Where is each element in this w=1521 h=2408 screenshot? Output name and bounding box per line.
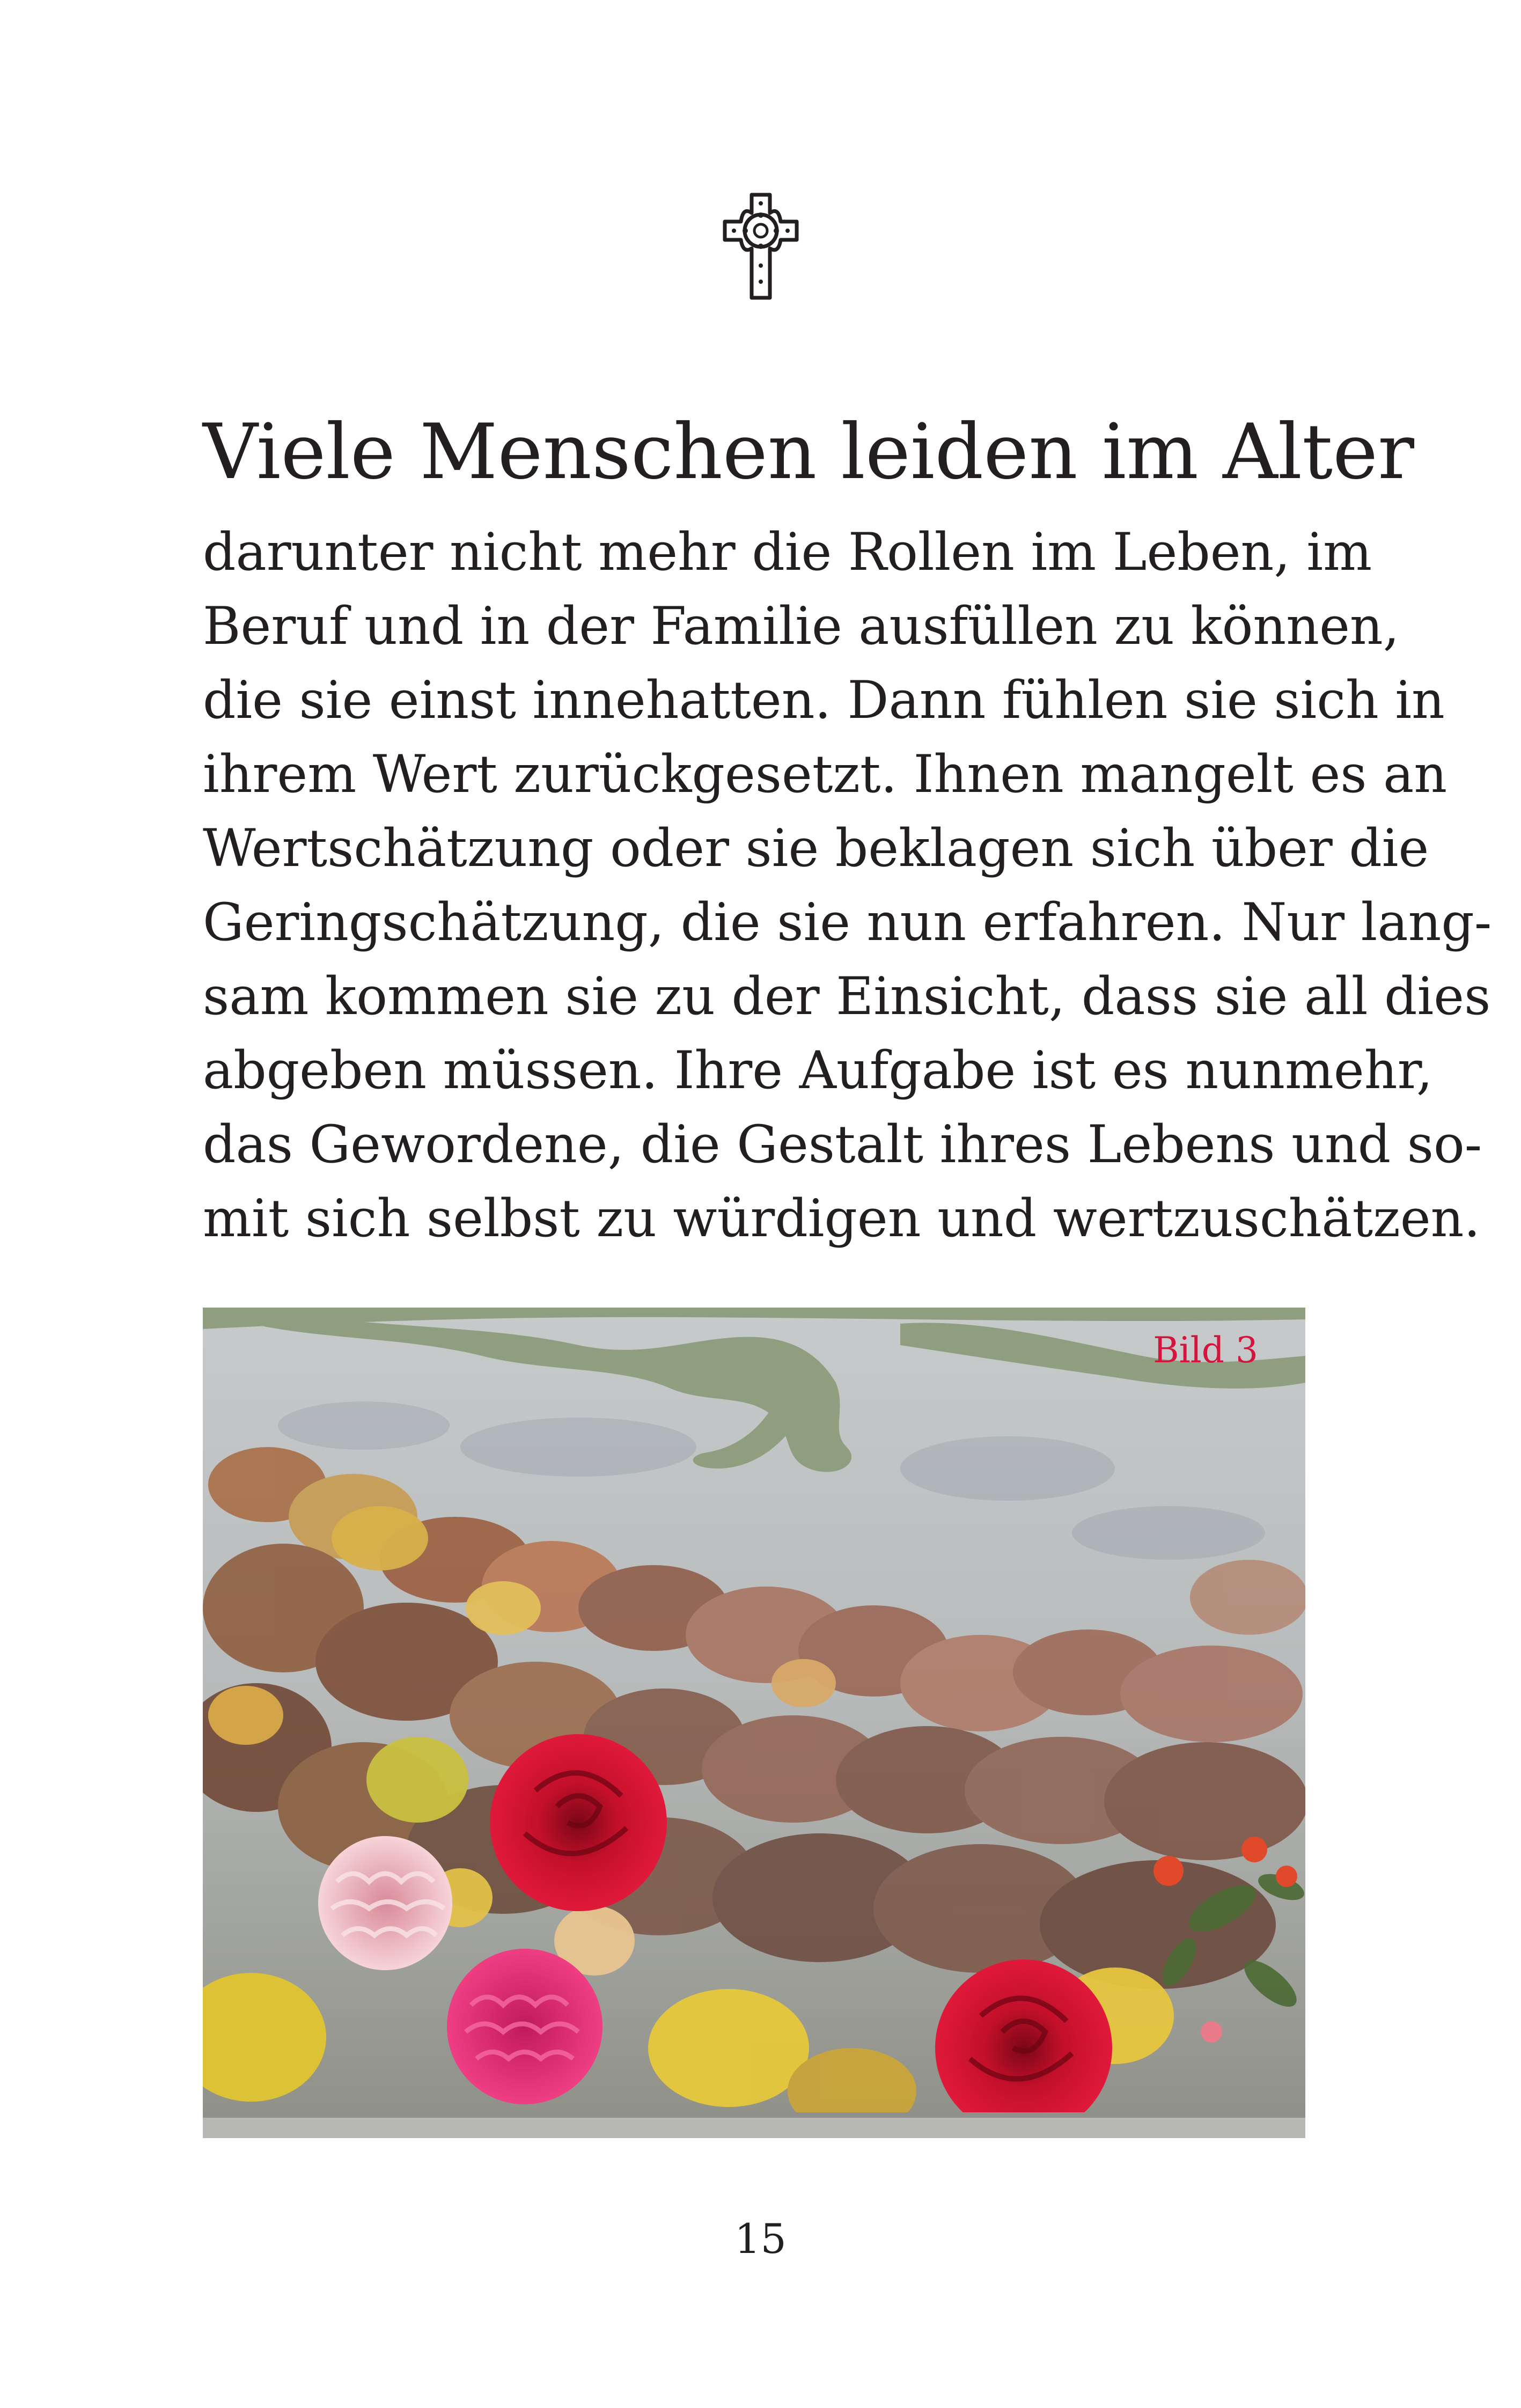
body-line: die sie einst innehatten. Dann fühlen sie sich in [203, 670, 1445, 730]
photo-flowers-in-water [203, 1308, 1305, 2138]
body-line: mit sich selbst zu würdigen und wertzuschätzen. [203, 1188, 1480, 1249]
body-line: sam kommen sie zu der Einsicht, dass sie all dies [203, 966, 1491, 1026]
body-line: abgeben müssen. Ihre Aufgabe ist es nunmehr, [203, 1040, 1433, 1100]
body-line: das Gewordene, die Gestalt ihres Lebens und so- [203, 1114, 1482, 1174]
page-number: 15 [734, 2215, 787, 2263]
body-line: Beruf und in der Familie ausfüllen zu können, [203, 596, 1400, 656]
body-line: Geringschätzung, die sie nun erfahren. Nur lang- [203, 892, 1492, 952]
body-paragraph [203, 515, 1492, 1256]
chapter-heading: Viele Menschen leiden im Alter [203, 408, 1414, 496]
photo-caption: Bild 3 [1153, 1330, 1258, 1371]
celtic-cross-icon [721, 190, 801, 303]
body-line: ihrem Wert zurückgesetzt. Ihnen mangelt es an [203, 744, 1447, 804]
body-line: darunter nicht mehr die Rollen im Leben, im [203, 522, 1372, 582]
body-line: Wertschätzung oder sie beklagen sich über die [203, 818, 1429, 878]
